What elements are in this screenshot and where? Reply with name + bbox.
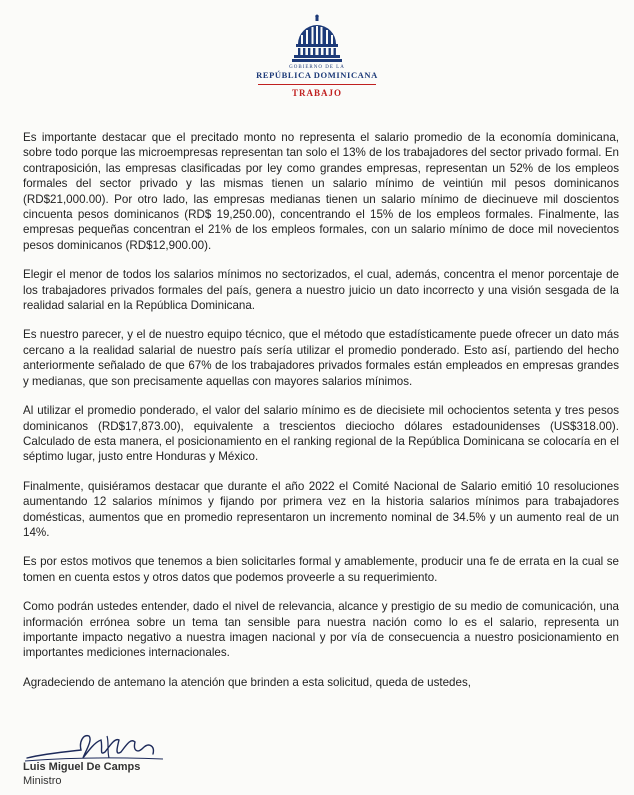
paragraph: Es importante destacar que el precitado monto no representa el salario promedio de la economía dominicana, sobre todo porque las microempresas representan tan solo el 13% de los trabajadores del sector privado formal. En contraposición, las empresas clasificadas por ley como grandes empresas, representan un 52% de los empleos formales del sector privado y las mismas tienen un salario mínimo de veintiún mil pesos dominicanos (RD$21,000.00). Por otro lado, las empresas medianas tienen un salario mínimo de diecinueve mil doscientos cincuenta pesos dominicanos (RD$ 19,250.00), concentrando el 15% de los empleos formales. Finalmente, las empresas pequeñas concentran el 21% de los empleos formales, con un salario mínimo de doce mil novecientos pesos dominicanos (RD$12,900.00). [23, 131, 619, 252]
ministry-name: TRABAJO [291, 88, 342, 98]
letter-body [23, 130, 619, 704]
paragraph: Finalmente, quisiéramos destacar que durante el año 2022 el Comité Nacional de Salario emitió 10 resoluciones aumentando 12 salarios mínimos y fijando por primera vez en la historia salarios mínimos para trabajadores domésticas, aumentos que en promedio representaron un incremento nominal de 34.5% y un aumento real de un 14%. [23, 479, 619, 539]
paragraph: Es nuestro parecer, y el de nuestro equipo técnico, que el método que estadísticamente puede ofrecer un dato más cercano a la realidad salarial de nuestro país sería utilizar el promedio ponderado. Esto así, partiendo del hecho anteriormente señalado de que 67% de los trabajadores privados formales están empleados en empresas grandes y medianas, que son precisamente aquellas con mayores salarios mínimos. [23, 328, 619, 388]
country-name: REPÚBLICA DOMINICANA [256, 70, 378, 80]
government-label: GOBIERNO DE LA [289, 65, 345, 70]
header-divider [258, 84, 376, 85]
signature-block [23, 728, 223, 788]
paragraph: Como podrán ustedes entender, dado el nivel de relevancia, alcance y prestigio de su medio de comunicación, una información errónea sobre un tema tan sensible para nuestra nación como lo es el salario, representa un importante impacto negativo a nuestra imagen nacional y por vía de consecuencia a nuestro posicionamiento en importantes mediciones internacionales. [23, 600, 619, 660]
letterhead [0, 14, 634, 98]
signer-name: Luis Miguel De Camps [23, 761, 141, 773]
paragraph: Es por estos motivos que tenemos a bien solicitarles formal y amablemente, producir una fe de errata en la cual se tomen en cuenta estos y otros datos que podemos proveerle a su requerimiento. [23, 555, 619, 584]
paragraph: Al utilizar el promedio ponderado, el valor del salario mínimo es de diecisiete mil ochocientos setenta y tres pesos dominicanos (RD$17,873.00), equivalente a trescientos dieciocho dólares estadounidenses (US$318.00). Calculado de esta manera, el posicionamiento en el ranking regional de la República Dominicana se colocaría en el séptimo lugar, justo entre Honduras y México. [23, 404, 619, 464]
signer-role: Ministro [23, 775, 62, 787]
capitol-dome-icon [287, 14, 347, 64]
paragraph: Elegir el menor de todos los salarios mínimos no sectorizados, el cual, además, concentra el menor porcentaje de los trabajadores privados formales del país, genera a nuestro juicio un dato incorrecto y una visión sesgada de la realidad salarial en la República Dominicana. [23, 268, 619, 313]
paragraph: Agradeciendo de antemano la atención que brinden a esta solicitud, queda de ustedes, [23, 675, 471, 689]
